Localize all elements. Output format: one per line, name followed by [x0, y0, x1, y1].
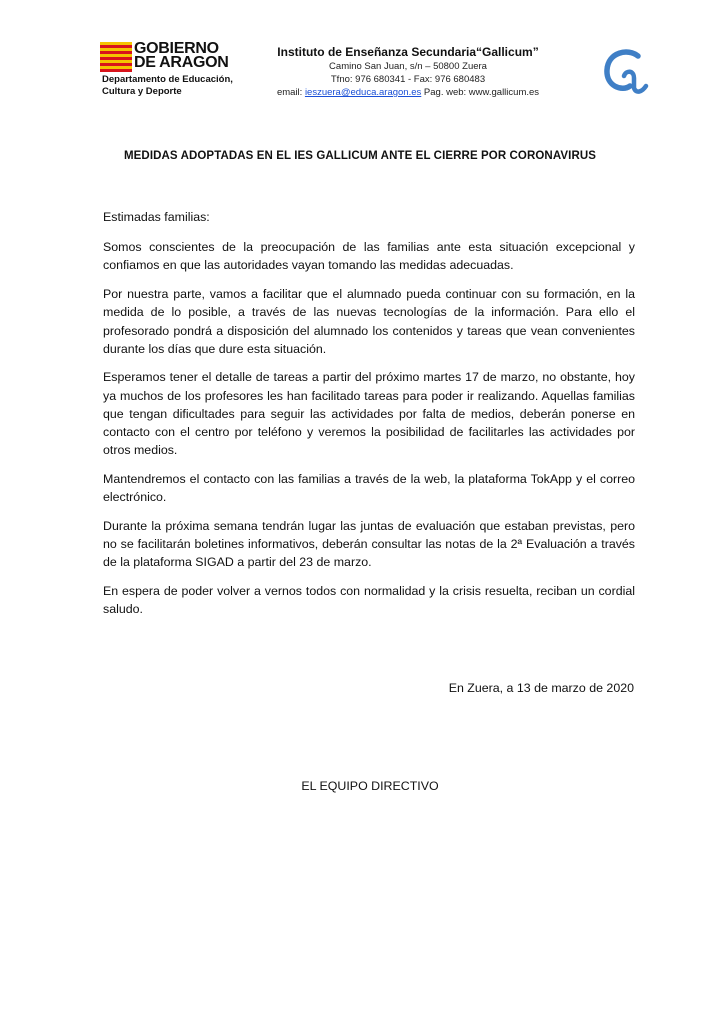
- paragraph-2: Por nuestra parte, vamos a facilitar que el alumnado pueda continuar con su formación, en la medida de lo posible, a través de las nuevas tecnologías de la información. Para ello el profesorado pondrá a disposición del alumnado los contenidos y tareas que vean convenientes durante los días que dure esta situación.: [103, 287, 635, 356]
- institute-header: [258, 44, 558, 99]
- department-name: [102, 74, 233, 98]
- signature: EL EQUIPO DIRECTIVO: [301, 779, 439, 793]
- paragraph-1: Somos conscientes de la preocupación de las familias ante esta situación excepcional y confiamos en que las autoridades vayan tomando las medidas adecuadas.: [103, 240, 635, 273]
- web-address: Pag. web: www.gallicum.es: [421, 87, 540, 98]
- institute-contact-line: [258, 86, 558, 99]
- gov-logo-text: [134, 42, 229, 70]
- gov-logo-line2: DE ARAGON: [134, 54, 229, 71]
- paragraph-3: Esperamos tener el detalle de tareas a partir del próximo martes 17 de marzo, no obstante, hoy ya muchos de los profesores les han facilitado tareas para poder ir realizando. Aquellas familias que tengan dificultades para seguir las actividades por falta de medios, deberán ponerse en contacto con el centro por teléfono y veremos la posibilidad de facilitarles las actividades por otros medios.: [103, 370, 635, 458]
- email-label: email:: [276, 87, 305, 98]
- institute-phone-fax: Tfno: 976 680341 - Fax: 976 680483: [330, 74, 486, 85]
- paragraph-5: Durante la próxima semana tendrán lugar las juntas de evaluación que estaban previstas, pero no se facilitarán boletines informativos, deberán consultar las notas de la 2ª Evaluación a través de la plataforma SIGAD a partir del 23 de marzo.: [103, 518, 635, 570]
- gallicum-logo-icon: [600, 46, 650, 98]
- greeting: Estimadas familias:: [103, 210, 210, 224]
- institute-name: Instituto de Enseñanza Secundaria“Gallicum”: [277, 45, 539, 59]
- gobierno-aragon-logo: [100, 42, 250, 98]
- paragraph-6: En espera de poder volver a vernos todos con normalidad y la crisis resuelta, reciban un cordial saludo.: [103, 583, 635, 617]
- gov-logo-line1: GOBIERNO: [134, 40, 219, 57]
- department-line2: Cultura y Deporte: [102, 86, 182, 97]
- place-date: En Zuera, a 13 de marzo de 2020: [448, 681, 634, 695]
- department-line1: Departamento de Educación,: [102, 74, 233, 85]
- document-title: MEDIDAS ADOPTADAS EN EL IES GALLICUM ANTE EL CIERRE POR CORONAVIRUS: [123, 150, 597, 162]
- letter-body: [103, 208, 635, 629]
- email-link[interactable]: ieszuera@educa.aragon.es: [304, 87, 422, 98]
- paragraph-4: Mantendremos el contacto con las familias a través de la web, la plataforma TokApp y el correo electrónico.: [103, 471, 635, 505]
- institute-address: Camino San Juan, s/n – 50800 Zuera: [329, 61, 487, 72]
- aragon-flag-icon: [100, 42, 132, 72]
